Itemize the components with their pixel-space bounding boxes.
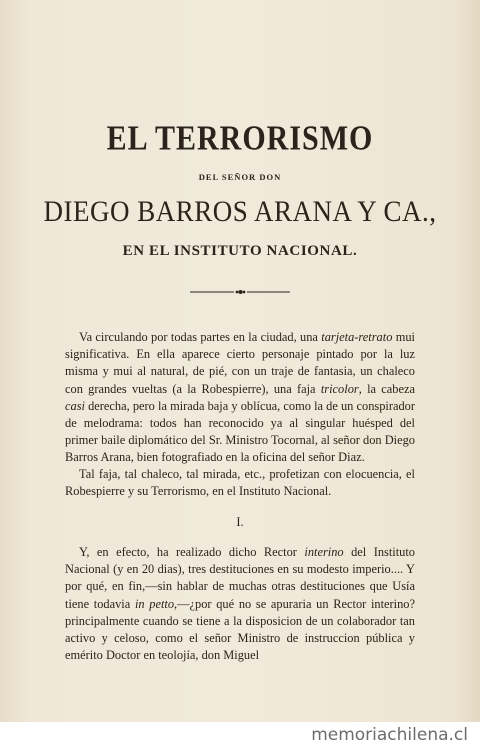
author-name-heading: DIEGO BARROS ARANA Y CA., [43,194,437,228]
paragraph-3 [65,544,415,664]
italic-text: interino [304,545,344,559]
ornament-divider-icon [190,289,290,295]
text-run: , la cabeza [358,381,416,396]
footer-bar [0,722,480,750]
italic-text: in petto [134,596,175,611]
paragraph-2: Tal faja, tal chaleco, tal mirada, etc., profetizan con elocuencia, el Robespierre y su Terrorismo, en el Instituto Nacional. [65,467,415,499]
italic-text: tricolor [320,381,359,396]
brand-logo-link[interactable]: memoriachilena.cl [311,725,468,745]
text-run: ,—¿por qué no se apuraria un Rector interino? principalmente cuando se tiene a la disposicion de un colaborador tan activo y celoso, como el señor Ministro de instruccion pública y emérito Doctor en teolojía, don Miguel [65,596,416,663]
text-run: Y, en efecto, ha realizado dicho Rector [79,545,305,559]
institute-heading: EN EL INSTITUTO NACIONAL. [122,243,358,259]
italic-text: tarjeta-retrato [321,330,393,344]
italic-text: casi [65,398,85,413]
text-run: Va circulando por todas partes en la ciudad, una [79,330,322,344]
text-run: mui significativa. En ella aparece cierto personaje pintado por la luz misma y mui al natural, de pié, con un traje de fantasia, un chaleco con grandes vueltas (a la Robespierre), una faja [65,330,415,396]
document-subtitle: DEL SEÑOR DON [198,172,282,182]
document-title: EL TERRORISMO [106,119,374,158]
paragraph-1 [65,329,415,467]
text-run: del Instituto Nacional (y en 20 dias), tres destituciones en su modesto imperio.... Y por qué, en fin,—sin hablar de muchas otras destituciones que Usía tiene todavia [65,545,416,611]
text-run: derecha, pero la mirada baja y oblícua, como la de un conspirador de melodrama: todos han reconocido ya al singular huésped del primer baile diplomático del Sr. Ministro Tocornal, al señor don Diego Barros Arana, bien fotografiado en la oficina del señor Diaz. [65,398,415,465]
section-number: I. [236,515,244,529]
